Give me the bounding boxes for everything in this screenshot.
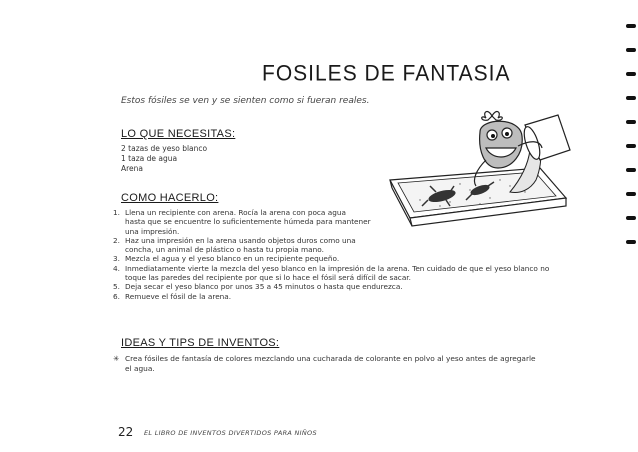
page-title: FOSILES DE FANTASIA xyxy=(262,61,511,86)
step-item xyxy=(113,254,593,263)
step-line: una impresión. xyxy=(125,226,180,236)
step-line: hasta que se encuentre lo suficientemente húmeda para mantener xyxy=(125,217,371,227)
ideas-heading: IDEAS Y TIPS DE INVENTOS: xyxy=(121,337,280,349)
step-line: Deja secar el yeso blanco por unos 35 a 45 minutos o hasta que endurezca. xyxy=(125,282,403,292)
step-number: 2. xyxy=(113,235,120,245)
bucket-illustration xyxy=(521,115,570,161)
step-line: Inmediatamente vierte la mezcla del yeso blanco en la impresión de la arena. Ten cuidado de que el yeso blanco no xyxy=(125,263,550,273)
ideas-list xyxy=(113,354,583,373)
step-number: 6. xyxy=(113,291,120,301)
needs-heading: LO QUE NECESITAS: xyxy=(121,128,236,140)
needs-item: 2 tazas de yeso blanco xyxy=(121,144,208,153)
ideas-line: Crea fósiles de fantasía de colores mezclando una cucharada de colorante en polvo al yeso antes de agregarle xyxy=(125,354,536,363)
page-subtitle: Estos fósiles se ven y se sienten como si fueran reales. xyxy=(121,96,370,106)
howto-heading: COMO HACERLO: xyxy=(121,192,219,204)
spiral-binding-illustration xyxy=(622,0,638,452)
step-item xyxy=(113,264,593,283)
ideas-item xyxy=(113,354,583,373)
step-item xyxy=(113,282,593,291)
step-number: 3. xyxy=(113,254,120,264)
asterisk-icon: ✳ xyxy=(113,354,120,363)
step-number: 4. xyxy=(113,263,120,273)
needs-item: Arena xyxy=(121,164,144,173)
step-item xyxy=(113,292,593,301)
ideas-line: el agua. xyxy=(125,363,155,373)
needs-item: 1 taza de agua xyxy=(121,154,178,163)
book-title: EL LIBRO DE INVENTOS DIVERTIDOS PARA NIÑOS xyxy=(144,429,317,437)
step-line: Haz una impresión en la arena usando objetos duros como una xyxy=(125,235,356,245)
step-number: 1. xyxy=(113,208,120,217)
fossil-illustration xyxy=(380,110,590,240)
page-number: 22 xyxy=(118,425,134,439)
sand-tray-illustration xyxy=(390,168,566,226)
step-line: toque las paredes del recipiente por que si lo hace el fósil será difícil de sacar. xyxy=(125,273,411,283)
step-line: Remueve el fósil de la arena. xyxy=(125,291,232,301)
needs-list xyxy=(121,144,207,174)
step-number: 5. xyxy=(113,282,120,292)
step-line: Mezcla el agua y el yeso blanco en un recipiente pequeño. xyxy=(125,254,340,264)
step-line: concha, un animal de plástico o hasta tu propia mano. xyxy=(125,245,324,255)
step-line: Llena un recipiente con arena. Rocía la arena con poca agua xyxy=(125,208,346,217)
